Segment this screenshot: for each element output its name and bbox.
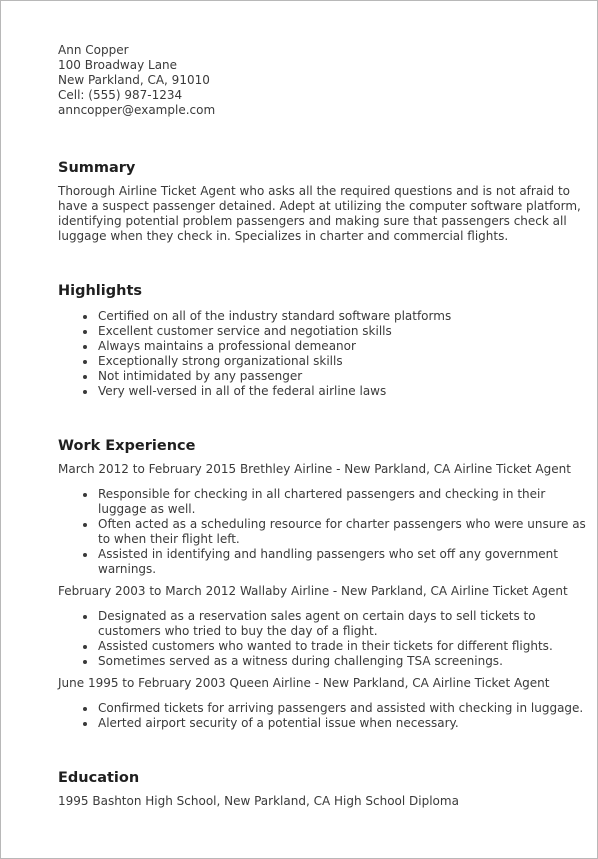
contact-name: Ann Copper xyxy=(58,43,129,57)
highlight-item: Exceptionally strong organizational skills xyxy=(98,354,593,369)
job-line: February 2003 to March 2012 Wallaby Airline - New Parkland, CA Airline Ticket Agent xyxy=(58,584,568,598)
job-line: March 2012 to February 2015 Brethley Airline - New Parkland, CA Airline Ticket Agent xyxy=(58,462,571,476)
highlight-item: Certified on all of the industry standard software platforms xyxy=(98,309,593,324)
resume-content xyxy=(58,43,593,809)
highlights-heading: Highlights xyxy=(58,283,143,299)
contact-city: New Parkland, CA, 91010 xyxy=(58,73,210,87)
job-bullet: Responsible for checking in all chartered passengers and checking in their luggage as well. xyxy=(98,487,593,517)
contact-block xyxy=(58,43,593,118)
job-bullets xyxy=(58,609,593,669)
job-line: June 1995 to February 2003 Queen Airline - New Parkland, CA Airline Ticket Agent xyxy=(58,676,550,690)
education-heading: Education xyxy=(58,770,140,786)
job-bullet: Alerted airport security of a potential issue when necessary. xyxy=(98,716,593,731)
job-bullets xyxy=(58,487,593,577)
highlights-section xyxy=(58,282,593,399)
job-bullets xyxy=(58,701,593,731)
summary-section xyxy=(58,159,593,244)
summary-text: Thorough Airline Ticket Agent who asks all the required questions and is not afraid to have a suspect passenger detained. Adept at utilizing the computer software platform, identifying potential problem passengers and making sure that passengers check all luggage when they check in. Specializes in charter and commercial flights. xyxy=(58,184,581,243)
highlight-item: Excellent customer service and negotiation skills xyxy=(98,324,593,339)
job-entry xyxy=(58,584,593,669)
highlights-list xyxy=(58,309,593,399)
highlight-item: Very well-versed in all of the federal airline laws xyxy=(98,384,593,399)
experience-heading: Work Experience xyxy=(58,438,196,454)
contact-email: anncopper@example.com xyxy=(58,103,216,117)
job-entry xyxy=(58,676,593,731)
job-bullet: Assisted in identifying and handling passengers who set off any government warnings. xyxy=(98,547,593,577)
job-bullet: Designated as a reservation sales agent on certain days to sell tickets to customers who tried to buy the day of a flight. xyxy=(98,609,593,639)
contact-cell: Cell: (555) 987-1234 xyxy=(58,88,183,102)
highlight-item: Not intimidated by any passenger xyxy=(98,369,593,384)
job-bullet: Sometimes served as a witness during challenging TSA screenings. xyxy=(98,654,593,669)
job-bullet: Confirmed tickets for arriving passengers and assisted with checking in luggage. xyxy=(98,701,593,716)
job-entry xyxy=(58,462,593,577)
highlight-item: Always maintains a professional demeanor xyxy=(98,339,593,354)
summary-heading: Summary xyxy=(58,160,136,176)
contact-street: 100 Broadway Lane xyxy=(58,58,178,72)
job-bullet: Often acted as a scheduling resource for charter passengers who were unsure as to when their flight left. xyxy=(98,517,593,547)
experience-section xyxy=(58,437,593,731)
job-bullet: Assisted customers who wanted to trade in their tickets for different flights. xyxy=(98,639,593,654)
education-section xyxy=(58,769,593,809)
education-line: 1995 Bashton High School, New Parkland, CA High School Diploma xyxy=(58,794,459,808)
